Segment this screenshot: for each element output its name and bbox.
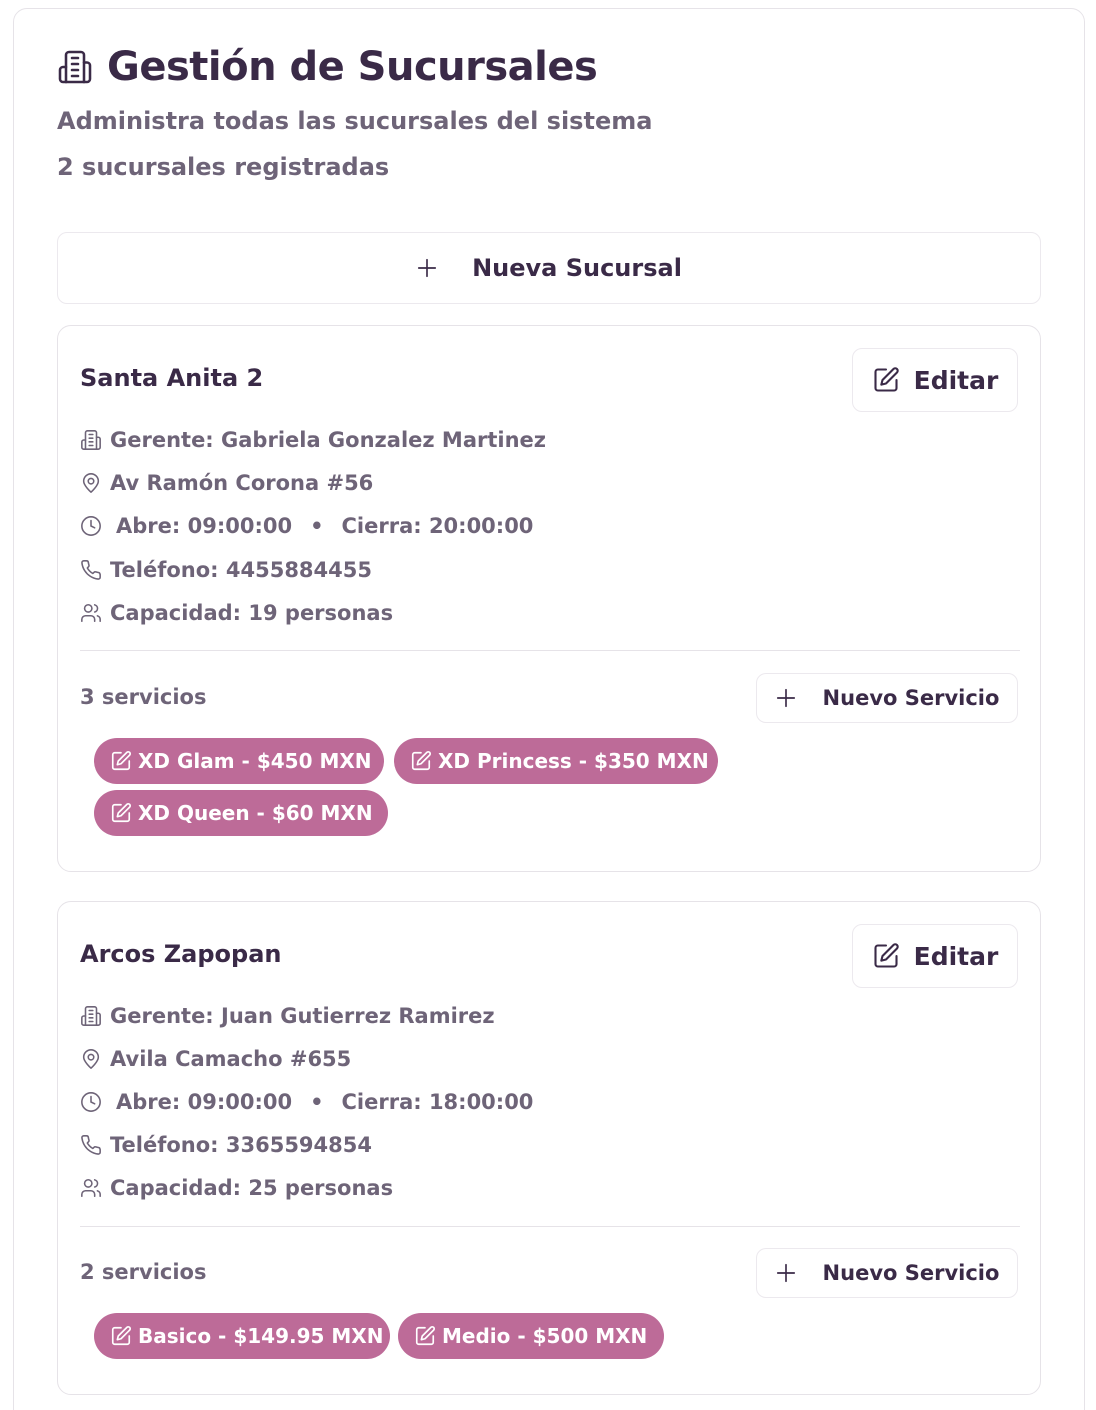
new-service-label: Nuevo Servicio: [822, 1261, 1000, 1285]
divider: [80, 1226, 1020, 1227]
address-row: [80, 1047, 351, 1071]
services-count: 2 servicios: [80, 1260, 207, 1284]
service-chip-label: XD Queen - $60 MXN: [138, 801, 373, 825]
clock-icon: [80, 1091, 102, 1113]
address-row: [80, 471, 373, 495]
branch-count: 2 sucursales registradas: [57, 153, 390, 181]
page-subtitle: Administra todas las sucursales del sistema: [57, 107, 653, 135]
edit-icon: [872, 366, 900, 394]
edit-icon: [110, 1325, 132, 1347]
clock-icon: [80, 515, 102, 537]
phone-text: Teléfono: 3365594854: [110, 1133, 372, 1157]
branch-card: [57, 325, 1041, 872]
edit-branch-button[interactable]: [852, 348, 1018, 412]
branch-card: [57, 901, 1041, 1395]
branch-name: Arcos Zapopan: [80, 940, 282, 968]
capacity-row: [80, 1176, 393, 1200]
capacity-text: Capacidad: 19 personas: [110, 601, 394, 625]
service-chip[interactable]: [94, 1313, 390, 1359]
manager-row: [80, 1004, 495, 1028]
service-chip-label: Basico - $149.95 MXN: [138, 1324, 384, 1348]
hours-row: [80, 514, 533, 538]
phone-icon: [80, 559, 102, 581]
page-title: Gestión de Sucursales: [107, 44, 598, 90]
address-text: Av Ramón Corona #56: [110, 471, 374, 495]
map-pin-icon: [80, 1048, 102, 1070]
service-chip[interactable]: [94, 738, 384, 784]
services-count: 3 servicios: [80, 685, 207, 709]
phone-icon: [80, 1134, 102, 1156]
service-chip-label: Medio - $500 MXN: [442, 1324, 648, 1348]
building-icon: [80, 429, 102, 451]
service-chip-label: XD Glam - $450 MXN: [138, 749, 372, 773]
users-icon: [80, 602, 102, 624]
branch-name: Santa Anita 2: [80, 364, 264, 392]
separator-dot: •: [310, 514, 324, 538]
plus-icon: [775, 1262, 797, 1284]
closes-text: Cierra: 20:00:00: [341, 514, 534, 538]
page-header: [57, 44, 597, 90]
edit-branch-button[interactable]: [852, 924, 1018, 988]
new-branch-button[interactable]: [57, 232, 1041, 304]
edit-icon: [110, 750, 132, 772]
users-icon: [80, 1177, 102, 1199]
phone-text: Teléfono: 4455884455: [110, 558, 372, 582]
map-pin-icon: [80, 472, 102, 494]
closes-text: Cierra: 18:00:00: [341, 1090, 534, 1114]
new-service-button[interactable]: [756, 1248, 1018, 1298]
manager-text: Gerente: Juan Gutierrez Ramirez: [110, 1004, 495, 1028]
service-chip[interactable]: [394, 738, 718, 784]
new-service-label: Nuevo Servicio: [822, 686, 1000, 710]
manager-text: Gerente: Gabriela Gonzalez Martinez: [110, 428, 546, 452]
new-service-button[interactable]: [756, 673, 1018, 723]
service-chip-label: XD Princess - $350 MXN: [438, 749, 709, 773]
capacity-row: [80, 601, 393, 625]
address-text: Avila Camacho #655: [110, 1047, 352, 1071]
separator-dot: •: [310, 1090, 324, 1114]
divider: [80, 650, 1020, 651]
edit-icon: [410, 750, 432, 772]
new-branch-label: Nueva Sucursal: [472, 254, 682, 282]
service-chip[interactable]: [398, 1313, 664, 1359]
edit-icon: [414, 1325, 436, 1347]
phone-row: [80, 558, 372, 582]
plus-icon: [416, 257, 438, 279]
edit-label: Editar: [913, 365, 999, 395]
service-chip[interactable]: [94, 790, 388, 836]
opens-text: Abre: 09:00:00: [116, 1090, 293, 1114]
edit-icon: [872, 942, 900, 970]
building-icon: [80, 1005, 102, 1027]
hours-row: [80, 1090, 533, 1114]
phone-row: [80, 1133, 372, 1157]
manager-row: [80, 428, 546, 452]
opens-text: Abre: 09:00:00: [116, 514, 293, 538]
plus-icon: [775, 687, 797, 709]
building-icon: [57, 49, 93, 85]
capacity-text: Capacidad: 25 personas: [110, 1176, 394, 1200]
edit-label: Editar: [913, 941, 999, 971]
edit-icon: [110, 802, 132, 824]
